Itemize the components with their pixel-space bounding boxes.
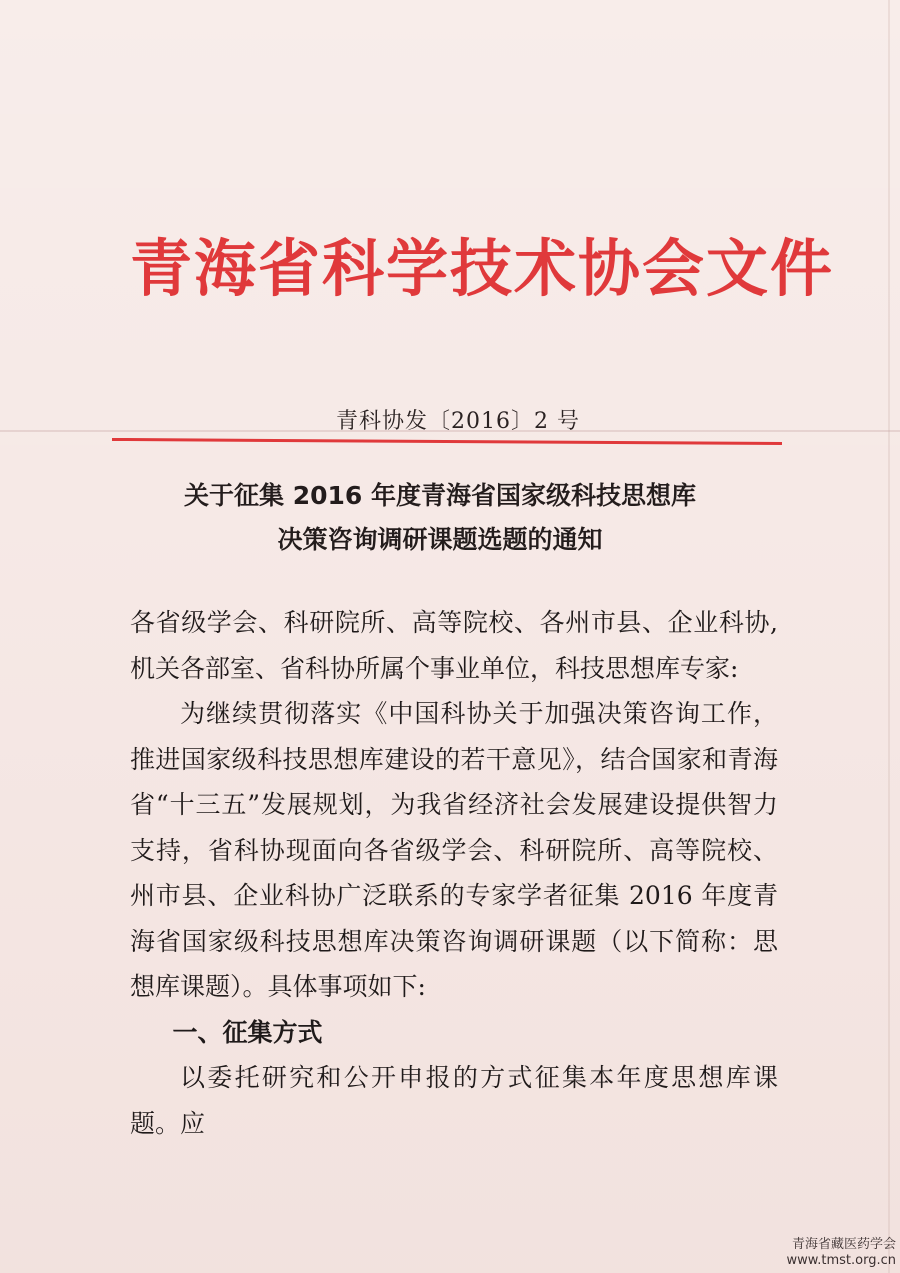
notice-body [130,600,778,1146]
fold-line [888,0,890,1273]
document-number: 青科协发〔2016〕2 号 [336,409,580,434]
site-watermark [776,1237,896,1269]
body-paragraph: 为继续贯彻落实《中国科协关于加强决策咨询工作，推进国家级科技思想库建设的若干意见》，结合国家和青海省“十三五”发展规划，为我省经济社会发展建设提供智力支持，省科协现面向各省级学会、科研院所、高等院校、州市县、企业科协广泛联系的专家学者征集 2016 年度青海省国家级科技思想库决策咨询调研课题（以下简称：思想库课题）。具体事项如下: [130,699,778,1001]
body-paragraph: 以委托研究和公开申报的方式征集本年度思想库课题。应 [130,1063,778,1138]
watermark-name: 青海省藏医药学会 [791,1237,896,1252]
red-divider [112,438,782,445]
notice-title [120,474,760,562]
notice-title-line: 关于征集 2016 年度青海省国家级科技思想库 [184,481,696,510]
notice-title-line: 决策咨询调研课题选题的通知 [277,525,603,554]
org-header-title: 青海省科学技术协会文件 [130,232,835,305]
addressee: 各省级学会、科研院所、高等院校、各州市县、企业科协,机关各部室、省科协所属个事业单位，科技思想库专家: [130,608,778,683]
watermark-url: www.tmst.org.cn [786,1253,896,1268]
section-heading: 一、征集方式 [172,1017,323,1047]
